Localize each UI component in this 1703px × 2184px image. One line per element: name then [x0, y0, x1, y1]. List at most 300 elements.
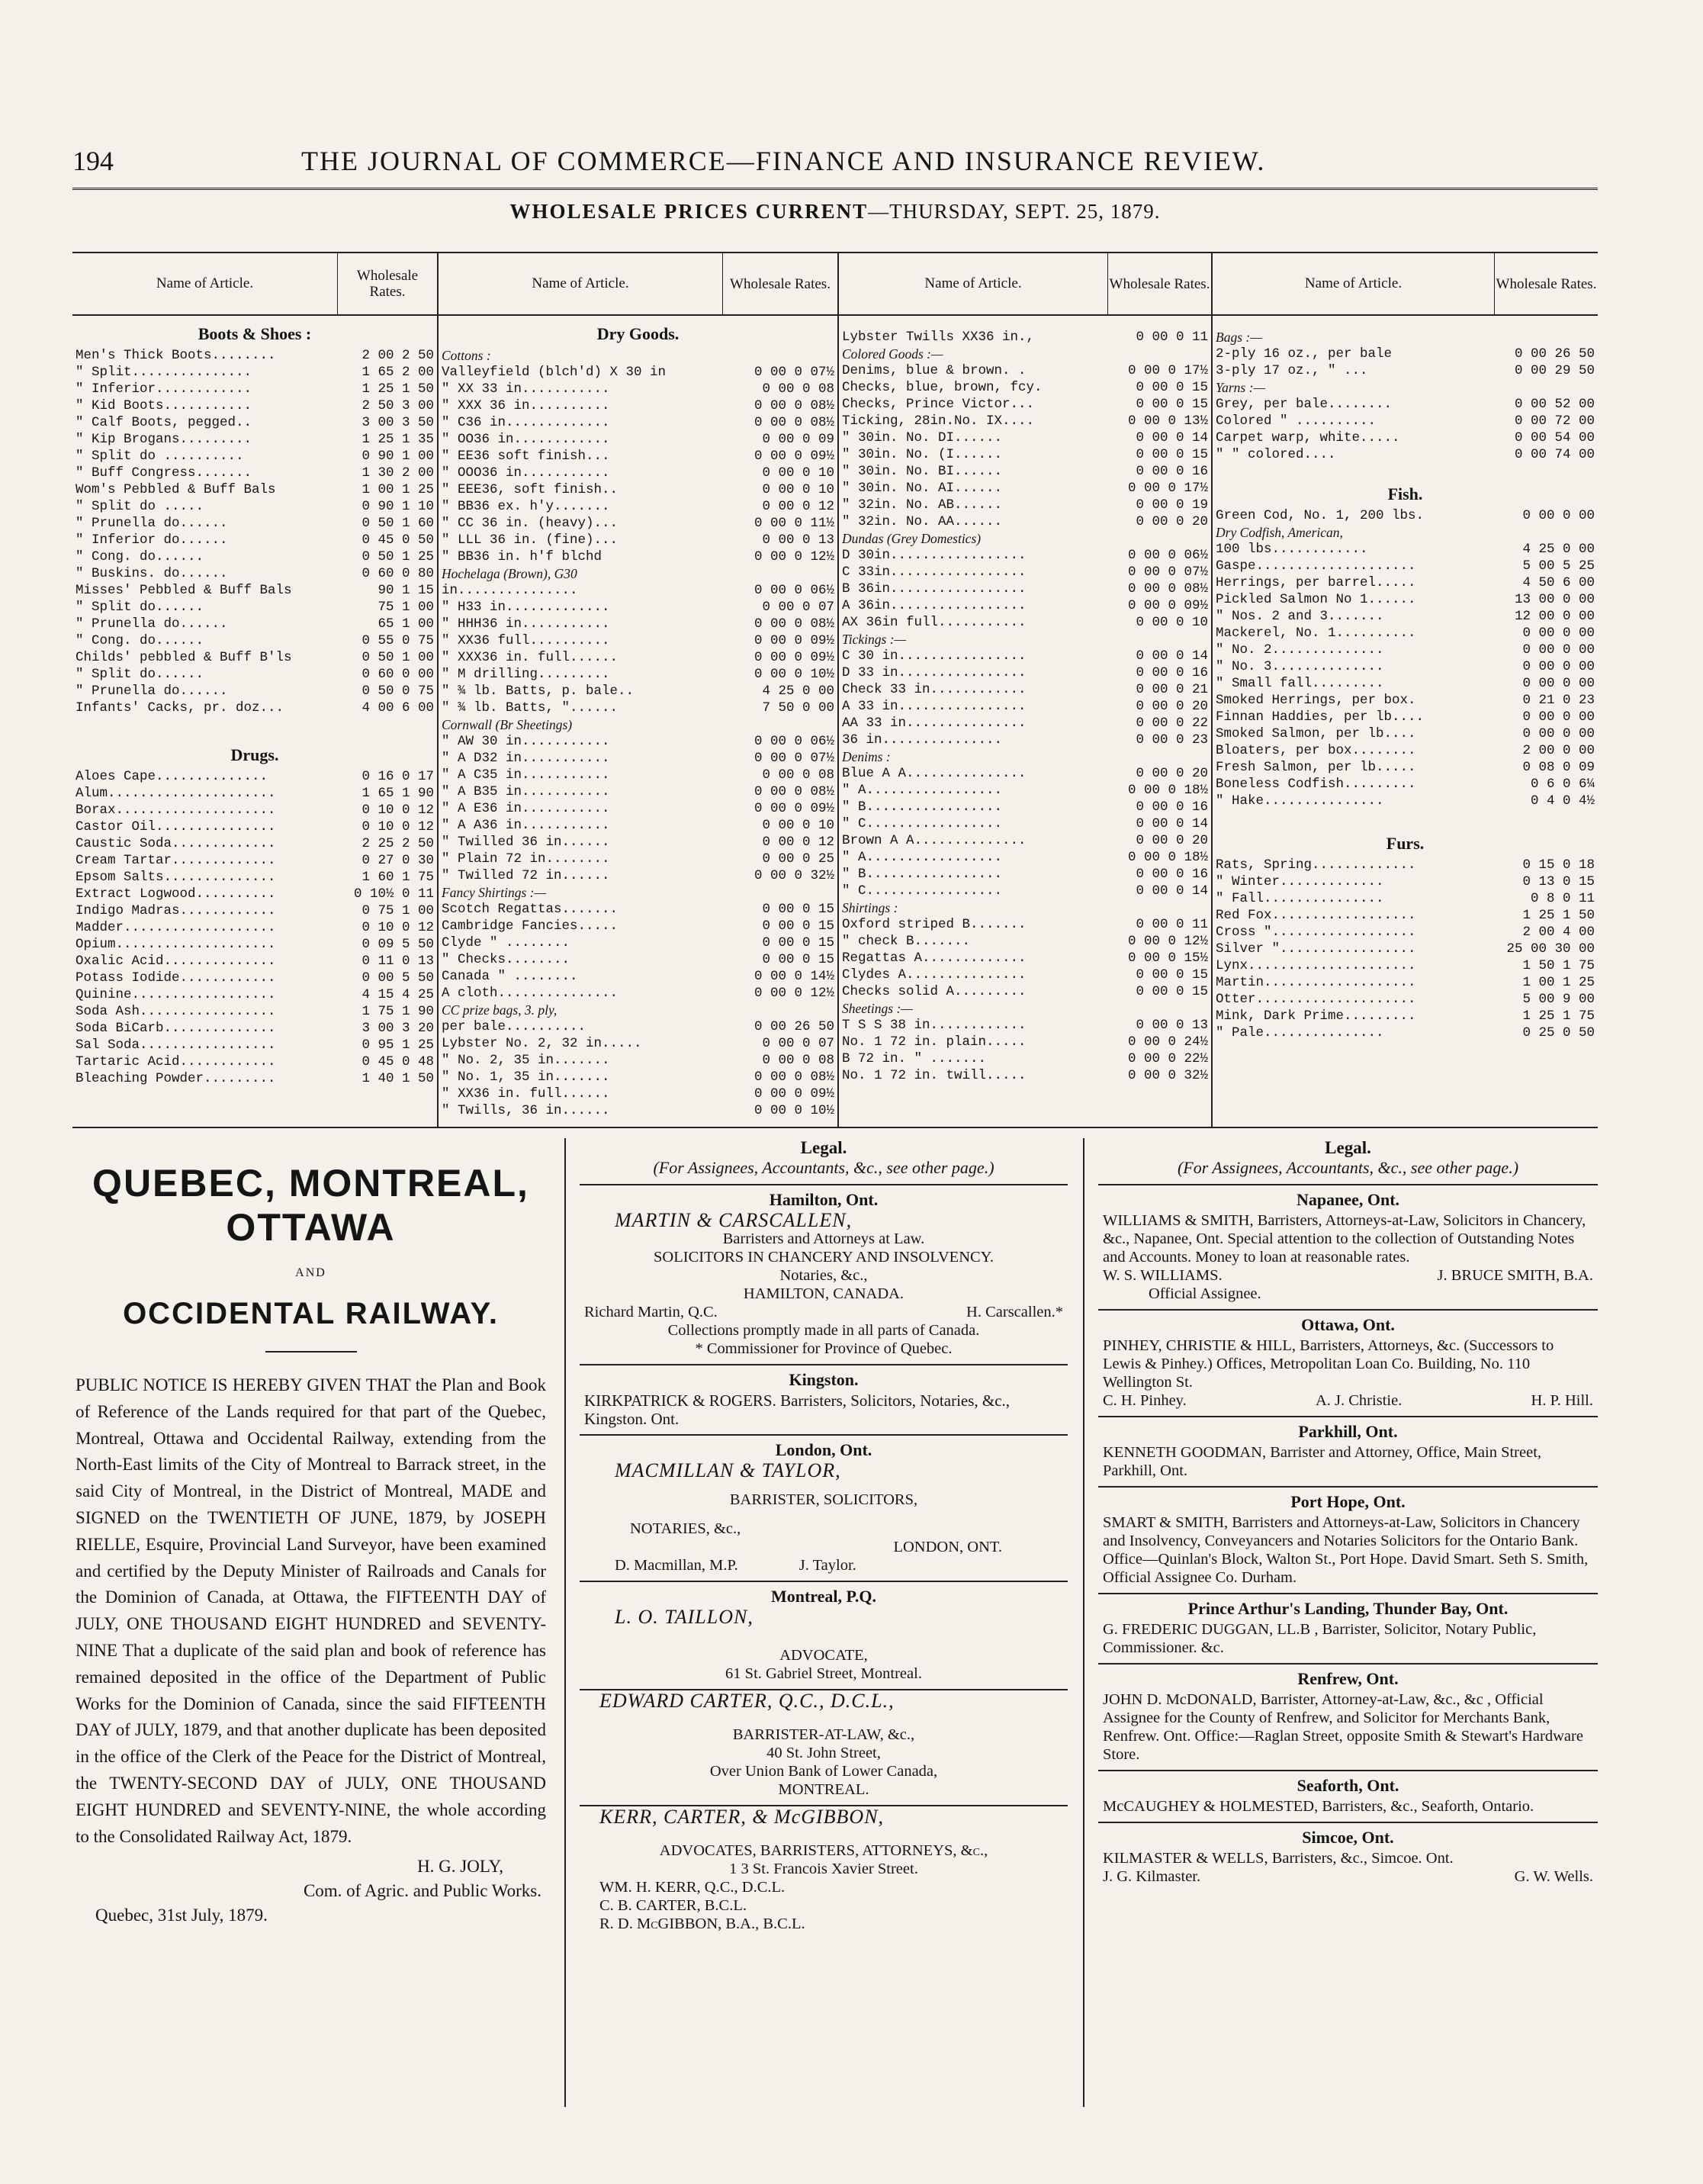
article-name: " B.................: [842, 867, 1003, 882]
article-rate: 0 4 0 4½: [1530, 793, 1595, 809]
column-divider: [564, 1138, 566, 2107]
article-rate: 0 00 0 08½: [753, 415, 834, 430]
article-rate: 0 00 0 22: [1136, 716, 1208, 731]
prices-title: WHOLESALE PRICES CURRENT—THURSDAY, SEPT. 25, 1879.: [509, 200, 1161, 223]
article-rate: 0 00 0 08: [762, 767, 834, 783]
article-rate: 0 00 0 09½: [1127, 598, 1208, 613]
price-row: [842, 782, 1208, 799]
article-rate: 0 6 0 6¼: [1530, 777, 1595, 792]
article-name: Misses' Pebbled & Buff Bals: [76, 583, 292, 598]
article-rate: 2 00 0 00: [1522, 743, 1595, 758]
price-row: [1216, 379, 1595, 396]
price-row: [76, 700, 434, 716]
price-row: [442, 834, 834, 851]
railway-and: AND: [295, 1266, 326, 1279]
article-name: Fancy Shirtings :—: [442, 885, 547, 900]
article-name: " Plain 72 in........: [442, 851, 610, 867]
article-rate: 0 25 0 50: [1522, 1025, 1595, 1041]
article-name: Gaspe....................: [1216, 558, 1416, 574]
article-name: Grey, per bale........: [1216, 397, 1393, 412]
article-name: Finnan Haddies, per lb....: [1216, 709, 1425, 725]
article-name: " Cong. do......: [76, 633, 204, 648]
article-name: CC prize bags, 3. ply,: [442, 1002, 557, 1018]
article-name: " 30in. No. (I......: [842, 447, 1003, 462]
article-rate: 0 16 0 17: [361, 769, 434, 784]
article-rate: 0 50 1 25: [361, 549, 434, 564]
city-heading: Ottawa, Ont.: [1098, 1309, 1598, 1335]
price-row: [76, 1003, 434, 1020]
price-row: [1216, 692, 1595, 709]
price-row: [842, 1000, 1208, 1017]
price-row: [842, 362, 1208, 379]
header-rule: [72, 188, 1598, 190]
price-row: [1216, 642, 1595, 658]
article-name: " C36 in.............: [442, 415, 610, 430]
article-rate: 0 00 0 20: [1136, 766, 1208, 781]
article-name: " Winter.............: [1216, 874, 1384, 889]
price-row: [1216, 991, 1595, 1008]
article-name: " " colored....: [1216, 447, 1336, 462]
price-row: [842, 513, 1208, 530]
article-name: Hochelaga (Brown), G30: [442, 566, 577, 581]
price-row: [76, 649, 434, 666]
article-rate: 0 00 0 09½: [753, 449, 834, 464]
price-row: [842, 815, 1208, 832]
article-name: Smoked Salmon, per lb....: [1216, 726, 1416, 741]
article-rate: 4 50 6 00: [1522, 575, 1595, 590]
notice-body: PUBLIC NOTICE IS HEREBY GIVEN THAT the Plan and Book of Reference of the Lands required for that part of the Quebec, Montreal, Ottawa and Occidental Railway, extending from the North-East limits of the City of Montreal to Barrack street, in the said City of Montreal, in the District of Montreal, MADE and SIGNED on the TWENTIETH OF JUNE, 1879, by JOSEPH RIELLE, Esquire, Provincial Land Surveyor, have been examined and certified by the Deputy Minister of Railroads and Canals for the Dominion of Canada, at Ottawa, the FIFTEENTH DAY of JULY, ONE THOUSAND EIGHT HUNDRED and SEVENTY-NINE That a duplicate of the said plan and book of reference has remained deposited in the office of the Department of Public Works for the Dominion of Canada, since the said FIFTEENTH DAY of JULY, 1879, and that another duplicate has been deposited in the office of the Clerk of the Peace for the District of Montreal, the TWENTY-SECOND DAY of JULY, ONE THOUSAND EIGHT HUNDRED and SEVENTY-NINE, the whole according to the Consolidated Railway Act, 1879.: [76, 1375, 546, 1846]
article-name: Sal Soda.................: [76, 1037, 276, 1053]
article-rate: 0 00 0 16: [1136, 799, 1208, 815]
article-name: Bags :—: [1216, 330, 1262, 345]
article-name: Men's Thick Boots........: [76, 348, 276, 363]
article-name: " OOO36 in...........: [442, 465, 610, 481]
price-column-3: [839, 253, 1213, 1127]
price-row: [442, 918, 834, 934]
article-name: " Twills, 36 in......: [442, 1103, 610, 1118]
price-row: [442, 1102, 834, 1119]
price-row: [442, 347, 834, 364]
article-name: 2-ply 16 oz., per bale: [1216, 346, 1393, 362]
column-divider: [1083, 1138, 1084, 2107]
article-name: Mink, Dark Prime.........: [1216, 1008, 1416, 1024]
journal-title: THE JOURNAL OF COMMERCE—FINANCE AND INSURANCE REVIEW.: [301, 146, 1266, 176]
article-rate: 0 00 0 16: [1136, 867, 1208, 882]
article-rate: 0 00 0 14: [1136, 648, 1208, 664]
price-row: [1216, 608, 1595, 625]
price-row: [842, 631, 1208, 648]
newspaper-page: [72, 0, 1598, 2184]
section-heading: Furs.: [1386, 834, 1425, 853]
article-name: 36 in...............: [842, 732, 1003, 748]
article-name: " BB36 ex. h'y.......: [442, 499, 610, 514]
article-name: " A E36 in...........: [442, 801, 610, 816]
price-row: [1216, 941, 1595, 957]
article-name: D 33 in................: [842, 665, 1027, 680]
article-name: " Prunella do......: [76, 684, 228, 699]
article-name: " XXX36 in. full......: [442, 650, 619, 665]
article-name: " A C35 in...........: [442, 767, 610, 783]
legal-subtitle: (For Assignees, Accountants, &c., see other page.): [653, 1158, 994, 1177]
article-name: Lybster Twills XX36 in.,: [842, 330, 1035, 345]
article-name: " Split do......: [76, 667, 204, 682]
article-name: " Split do .....: [76, 499, 204, 514]
article-name: " 30in. No. DI......: [842, 430, 1003, 445]
article-name: " Prunella do......: [76, 616, 228, 632]
article-rate: 1 50 1 75: [1522, 958, 1595, 973]
article-name: " EEE36, soft finish..: [442, 482, 619, 497]
article-rate: 0 00 0 08½: [1127, 581, 1208, 597]
price-row: [842, 429, 1208, 446]
price-row: [842, 715, 1208, 732]
article-rate: 0 00 0 15: [762, 902, 834, 917]
article-rate: 0 00 0 15: [762, 918, 834, 934]
price-row: [1216, 924, 1595, 941]
price-row: [76, 548, 434, 565]
article-name: A 36in.................: [842, 598, 1027, 613]
article-rate: 4 25 0 00: [1522, 542, 1595, 557]
price-row: [76, 448, 434, 465]
short-rule: [265, 1351, 357, 1353]
article-name: " Twilled 36 in......: [442, 835, 610, 850]
article-rate: 0 00 0 09: [762, 432, 834, 447]
article-name: AA 33 in...............: [842, 716, 1027, 731]
price-row: [442, 481, 834, 498]
price-row: [442, 985, 834, 1002]
price-row: [1216, 890, 1595, 907]
legal-card: MACMILLAN & TAYLOR, BARRISTER, SOLICITORS, NOTARIES, &c., LONDON, ONT. D. Macmillan, M.P. J. Taylor.: [615, 1459, 1002, 1574]
article-rate: 0 00 0 00: [1522, 626, 1595, 641]
article-rate: 0 00 0 09½: [753, 650, 834, 665]
legal-title: Legal.: [1325, 1138, 1371, 1157]
article-name: per bale..........: [442, 1019, 586, 1034]
article-rate: 0 60 0 00: [361, 667, 434, 682]
article-name: Quinine..................: [76, 987, 276, 1002]
article-name: Green Cod, No. 1, 200 lbs.: [1216, 508, 1425, 523]
price-row: [76, 632, 434, 649]
article-name: Oxalic Acid..............: [76, 954, 276, 969]
article-name: Potass Iodide............: [76, 970, 276, 986]
article-rate: 75 1 00: [378, 600, 434, 615]
article-rate: 4 25 0 00: [762, 684, 834, 699]
article-name: Pickled Salmon No 1......: [1216, 592, 1416, 607]
article-rate: 0 00 0 24½: [1127, 1034, 1208, 1050]
price-row: [442, 968, 834, 985]
article-rate: 0 00 0 25: [762, 851, 834, 867]
article-name: " XX 33 in...........: [442, 381, 610, 397]
article-name: C 30 in................: [842, 648, 1027, 664]
article-name: " AW 30 in...........: [442, 734, 610, 749]
section-heading: Drugs.: [230, 745, 279, 764]
price-row: [442, 666, 834, 683]
article-rate: 0 00 0 09½: [753, 1086, 834, 1102]
price-row: [1216, 1008, 1595, 1024]
article-rate: 0 45 0 48: [361, 1054, 434, 1069]
column-header: Name of Article. Wholesale Rates.: [1213, 253, 1598, 316]
legal-card: WILLIAMS & SMITH, Barristers, Attorneys-at-Law, Solicitors in Chancery, &c., Napanee, Ont. Special attention to the collection of Outstanding Notes and Accounts. Money to loan at reasonable rates. W. S. WILLIAMS. J. BRUCE SMITH, B.A. Official Assignee.: [1103, 1212, 1593, 1302]
price-row: [1216, 907, 1595, 924]
price-row: [1216, 742, 1595, 759]
price-row: [1216, 776, 1595, 793]
page-header: [72, 145, 1598, 183]
price-row: [76, 414, 434, 431]
article-rate: 0 00 0 15: [1136, 967, 1208, 983]
article-name: Dry Codfish, American,: [1216, 525, 1343, 540]
article-rate: 5 00 9 00: [1522, 992, 1595, 1007]
article-name: " XX36 full..........: [442, 633, 610, 648]
article-name: " 32in. No. AA......: [842, 514, 1003, 529]
price-row: [842, 463, 1208, 480]
article-rate: 2 50 3 00: [361, 398, 434, 413]
article-name: Cream Tartar.............: [76, 853, 276, 868]
article-name: " 32in. No. AB......: [842, 497, 1003, 513]
price-row: [1216, 625, 1595, 642]
price-row: [442, 381, 834, 397]
article-name: 3-ply 17 oz., " ...: [1216, 363, 1368, 378]
article-rate: 0 10 0 12: [361, 803, 434, 818]
price-row: [76, 869, 434, 886]
price-row: [442, 448, 834, 465]
article-rate: 0 00 0 20: [1136, 514, 1208, 529]
article-name: Cornwall (Br Sheetings): [442, 717, 573, 732]
article-name: Red Fox..................: [1216, 908, 1416, 923]
article-rate: 0 00 0 10: [762, 465, 834, 481]
price-row: [442, 750, 834, 767]
price-row: [76, 1070, 434, 1087]
article-rate: 0 00 0 17½: [1127, 481, 1208, 496]
article-name: Checks, Prince Victor...: [842, 397, 1035, 412]
price-row: [842, 832, 1208, 849]
article-rate: 0 00 0 15: [1136, 397, 1208, 412]
article-name: Check 33 in............: [842, 682, 1027, 697]
price-row: [442, 733, 834, 750]
price-row: [842, 530, 1208, 547]
price-row: [76, 381, 434, 397]
article-name: Tickings :—: [842, 632, 907, 647]
article-rate: 0 00 0 00: [1522, 709, 1595, 725]
price-row: [842, 1034, 1208, 1050]
article-name: Cambridge Fancies.....: [442, 918, 619, 934]
article-rate: 0 10½ 0 11: [353, 886, 434, 902]
price-column-2: [439, 253, 839, 1127]
article-rate: 0 00 0 21: [1136, 682, 1208, 697]
article-name: Checks solid A.........: [842, 984, 1027, 999]
price-row: [1216, 658, 1595, 675]
article-name: A 33 in................: [842, 699, 1027, 714]
price-row: [842, 581, 1208, 597]
price-row: [442, 700, 834, 716]
article-name: Canada " ........: [442, 969, 578, 984]
price-row: [842, 413, 1208, 429]
price-row: [1216, 675, 1595, 692]
legal-card: SMART & SMITH, Barristers and Attorneys-at-Law, Solicitors in Chancery and Insolvency, Conveyancers and Notaries Solicitors for the Ontario Bank. Office—Quinlan's Block, Walton St., Port Hope. David Smart. Seth S. Smith, Official Assignee Co. Durham.: [1103, 1514, 1589, 1586]
price-rows: [839, 316, 1211, 1086]
article-name: Boneless Codfish.........: [1216, 777, 1416, 792]
article-rate: 0 00 0 14: [1136, 816, 1208, 831]
legal-card: KIRKPATRICK & ROGERS. Barristers, Solicitors, Notaries, &c., Kingston. Ont.: [584, 1391, 1011, 1428]
price-row: [1216, 346, 1595, 362]
price-row: [442, 1035, 834, 1052]
article-rate: 4 15 4 25: [361, 987, 434, 1002]
article-name: Valleyfield (blch'd) X 30 in: [442, 365, 667, 380]
article-name: " XX36 in. full......: [442, 1086, 610, 1102]
article-name: Soda Ash.................: [76, 1004, 276, 1019]
article-name: Childs' pebbled & Buff B'ls: [76, 650, 292, 665]
article-name: Clydes A...............: [842, 967, 1027, 983]
article-name: C 33in.................: [842, 564, 1027, 580]
article-rate: 0 21 0 23: [1522, 693, 1595, 708]
article-rate: 1 25 1 35: [361, 432, 434, 447]
price-row: [442, 683, 834, 700]
price-row: [442, 414, 834, 431]
price-row: [76, 785, 434, 802]
price-row: [1216, 709, 1595, 725]
article-name: B 36in.................: [842, 581, 1027, 597]
price-row: [842, 346, 1208, 362]
price-row: [442, 783, 834, 800]
price-row: [442, 616, 834, 632]
price-row: [1216, 857, 1595, 873]
article-rate: 1 30 2 00: [361, 465, 434, 481]
article-rate: 0 00 0 07½: [753, 751, 834, 766]
article-rate: 2 00 2 50: [361, 348, 434, 363]
railway-title-2: OCCIDENTAL RAILWAY.: [123, 1297, 499, 1330]
article-rate: 12 00 0 00: [1514, 609, 1595, 624]
article-rate: 0 00 0 18½: [1127, 783, 1208, 798]
price-row: [842, 883, 1208, 899]
article-name: Mackerel, No. 1..........: [1216, 626, 1416, 641]
article-rate: 0 00 0 32½: [753, 868, 834, 883]
article-rate: 0 00 0 11: [1136, 330, 1208, 345]
article-rate: 2 00 4 00: [1522, 925, 1595, 940]
legal-card: G. FREDERIC DUGGAN, LL.B , Barrister, Solicitor, Notary Public, Commissioner. &c.: [1103, 1621, 1537, 1656]
article-rate: 0 00 0 10: [762, 482, 834, 497]
article-name: " A.................: [842, 783, 1003, 798]
article-name: " LLL 36 in. (fine)...: [442, 532, 619, 548]
article-rate: 0 00 0 00: [1522, 676, 1595, 691]
article-name: AX 36in full...........: [842, 615, 1027, 630]
article-name: Lybster No. 2, 32 in.....: [442, 1036, 642, 1051]
price-row: [842, 799, 1208, 815]
legal-card: KERR, CARTER, & McGIBBON, ADVOCATES, BARRISTERS, ATTORNEYS, &c., 1 3 St. Francois Xavier Street. WM. H. KERR, Q.C., D.C.L. C. B. CARTER, B.C.L. R. D. McGIBBON, B.A., B.C.L.: [580, 1805, 1068, 1935]
article-name: Brown A A..............: [842, 833, 1027, 848]
article-name: " A D32 in...........: [442, 751, 610, 766]
article-rate: 0 00 0 32½: [1127, 1068, 1208, 1083]
article-rate: 0 00 0 10: [762, 818, 834, 833]
article-rate: 0 00 0 12½: [753, 986, 834, 1001]
price-row: [442, 532, 834, 548]
article-name: Cottons :: [442, 348, 491, 363]
article-name: " ¾ lb. Batts, p. bale..: [442, 684, 635, 699]
article-name: " C.................: [842, 883, 1003, 899]
price-row: [842, 1017, 1208, 1034]
price-row: [76, 431, 434, 448]
price-row: [842, 849, 1208, 866]
article-rate: 0 00 0 11: [1136, 917, 1208, 932]
city-heading: Napanee, Ont.: [1098, 1184, 1598, 1210]
city-heading: London, Ont.: [580, 1434, 1068, 1460]
article-name: No. 1 72 in. twill.....: [842, 1068, 1027, 1083]
price-row: [1216, 329, 1595, 346]
price-row: [442, 951, 834, 968]
price-row: [842, 732, 1208, 748]
price-row: [442, 1052, 834, 1069]
price-row: [76, 1037, 434, 1053]
price-row: [442, 565, 834, 582]
legal-card: KENNETH GOODMAN, Barrister and Attorney, Office, Main Street, Parkhill, Ont.: [1103, 1444, 1542, 1479]
article-name: " No. 3..............: [1216, 659, 1384, 674]
article-name: Ticking, 28in.No. IX....: [842, 413, 1035, 429]
price-row: [842, 396, 1208, 413]
price-row: [1216, 793, 1595, 809]
article-name: " Kip Brogans.........: [76, 432, 252, 447]
price-row: [842, 748, 1208, 765]
article-name: Sheetings :—: [842, 1001, 913, 1016]
article-rate: 0 00 0 15: [1136, 984, 1208, 999]
price-row: [442, 817, 834, 834]
article-rate: 0 00 26 50: [1514, 346, 1595, 362]
article-rate: 0 00 0 00: [1522, 726, 1595, 741]
article-rate: 0 00 26 50: [753, 1019, 834, 1034]
article-name: Checks, blue, brown, fcy.: [842, 380, 1043, 395]
article-name: " No. 2..............: [1216, 642, 1384, 658]
article-name: " Split do......: [76, 600, 204, 615]
price-row: [1216, 974, 1595, 991]
article-rate: 0 10 0 12: [361, 920, 434, 935]
price-row: [842, 597, 1208, 614]
article-rate: 0 00 0 08: [762, 1053, 834, 1068]
price-row: [76, 919, 434, 936]
city-heading: Prince Arthur's Landing, Thunder Bay, Ont.: [1098, 1593, 1598, 1619]
price-row: [76, 565, 434, 582]
article-rate: 0 00 0 23: [1136, 732, 1208, 748]
article-rate: 0 00 5 50: [361, 970, 434, 986]
price-row: [1216, 507, 1595, 524]
legal-card: EDWARD CARTER, Q.C., D.C.L., BARRISTER-AT-LAW, &c., 40 St. John Street, Over Union Bank of Lower Canada, MONTREAL.: [580, 1689, 1068, 1800]
section-heading: Fish.: [1387, 484, 1423, 503]
city-heading: Renfrew, Ont.: [1098, 1663, 1598, 1689]
article-name: Fresh Salmon, per lb.....: [1216, 760, 1416, 775]
article-name: " Small fall.........: [1216, 676, 1384, 691]
article-name: T S S 38 in............: [842, 1018, 1027, 1033]
article-rate: 0 00 54 00: [1514, 430, 1595, 445]
article-name: Shirtings :: [842, 900, 898, 915]
article-rate: 0 60 0 80: [361, 566, 434, 581]
article-name: " Calf Boots, pegged..: [76, 415, 252, 430]
article-rate: 13 00 0 00: [1514, 592, 1595, 607]
article-rate: 0 00 72 00: [1514, 413, 1595, 429]
article-rate: 0 00 0 22½: [1127, 1051, 1208, 1066]
legal-title: Legal.: [800, 1138, 847, 1157]
article-rate: 0 00 0 08: [762, 381, 834, 397]
article-name: " 30in. No. BI......: [842, 464, 1003, 479]
price-row: [842, 983, 1208, 1000]
price-row: [76, 886, 434, 902]
article-name: " A A36 in...........: [442, 818, 610, 833]
price-row: [442, 934, 834, 951]
article-name: Denims :: [842, 749, 891, 764]
article-name: " H33 in.............: [442, 600, 610, 615]
article-rate: 0 00 0 06½: [753, 734, 834, 749]
article-name: Aloes Cape..............: [76, 769, 268, 784]
article-name: Herrings, per barrel.....: [1216, 575, 1416, 590]
city-heading: Port Hope, Ont.: [1098, 1486, 1598, 1512]
article-rate: 0 00 0 08½: [753, 398, 834, 413]
price-row: [1216, 873, 1595, 890]
article-rate: 0 8 0 11: [1530, 891, 1595, 906]
article-name: " Kid Boots...........: [76, 398, 252, 413]
article-name: Colored " ..........: [1216, 413, 1377, 429]
